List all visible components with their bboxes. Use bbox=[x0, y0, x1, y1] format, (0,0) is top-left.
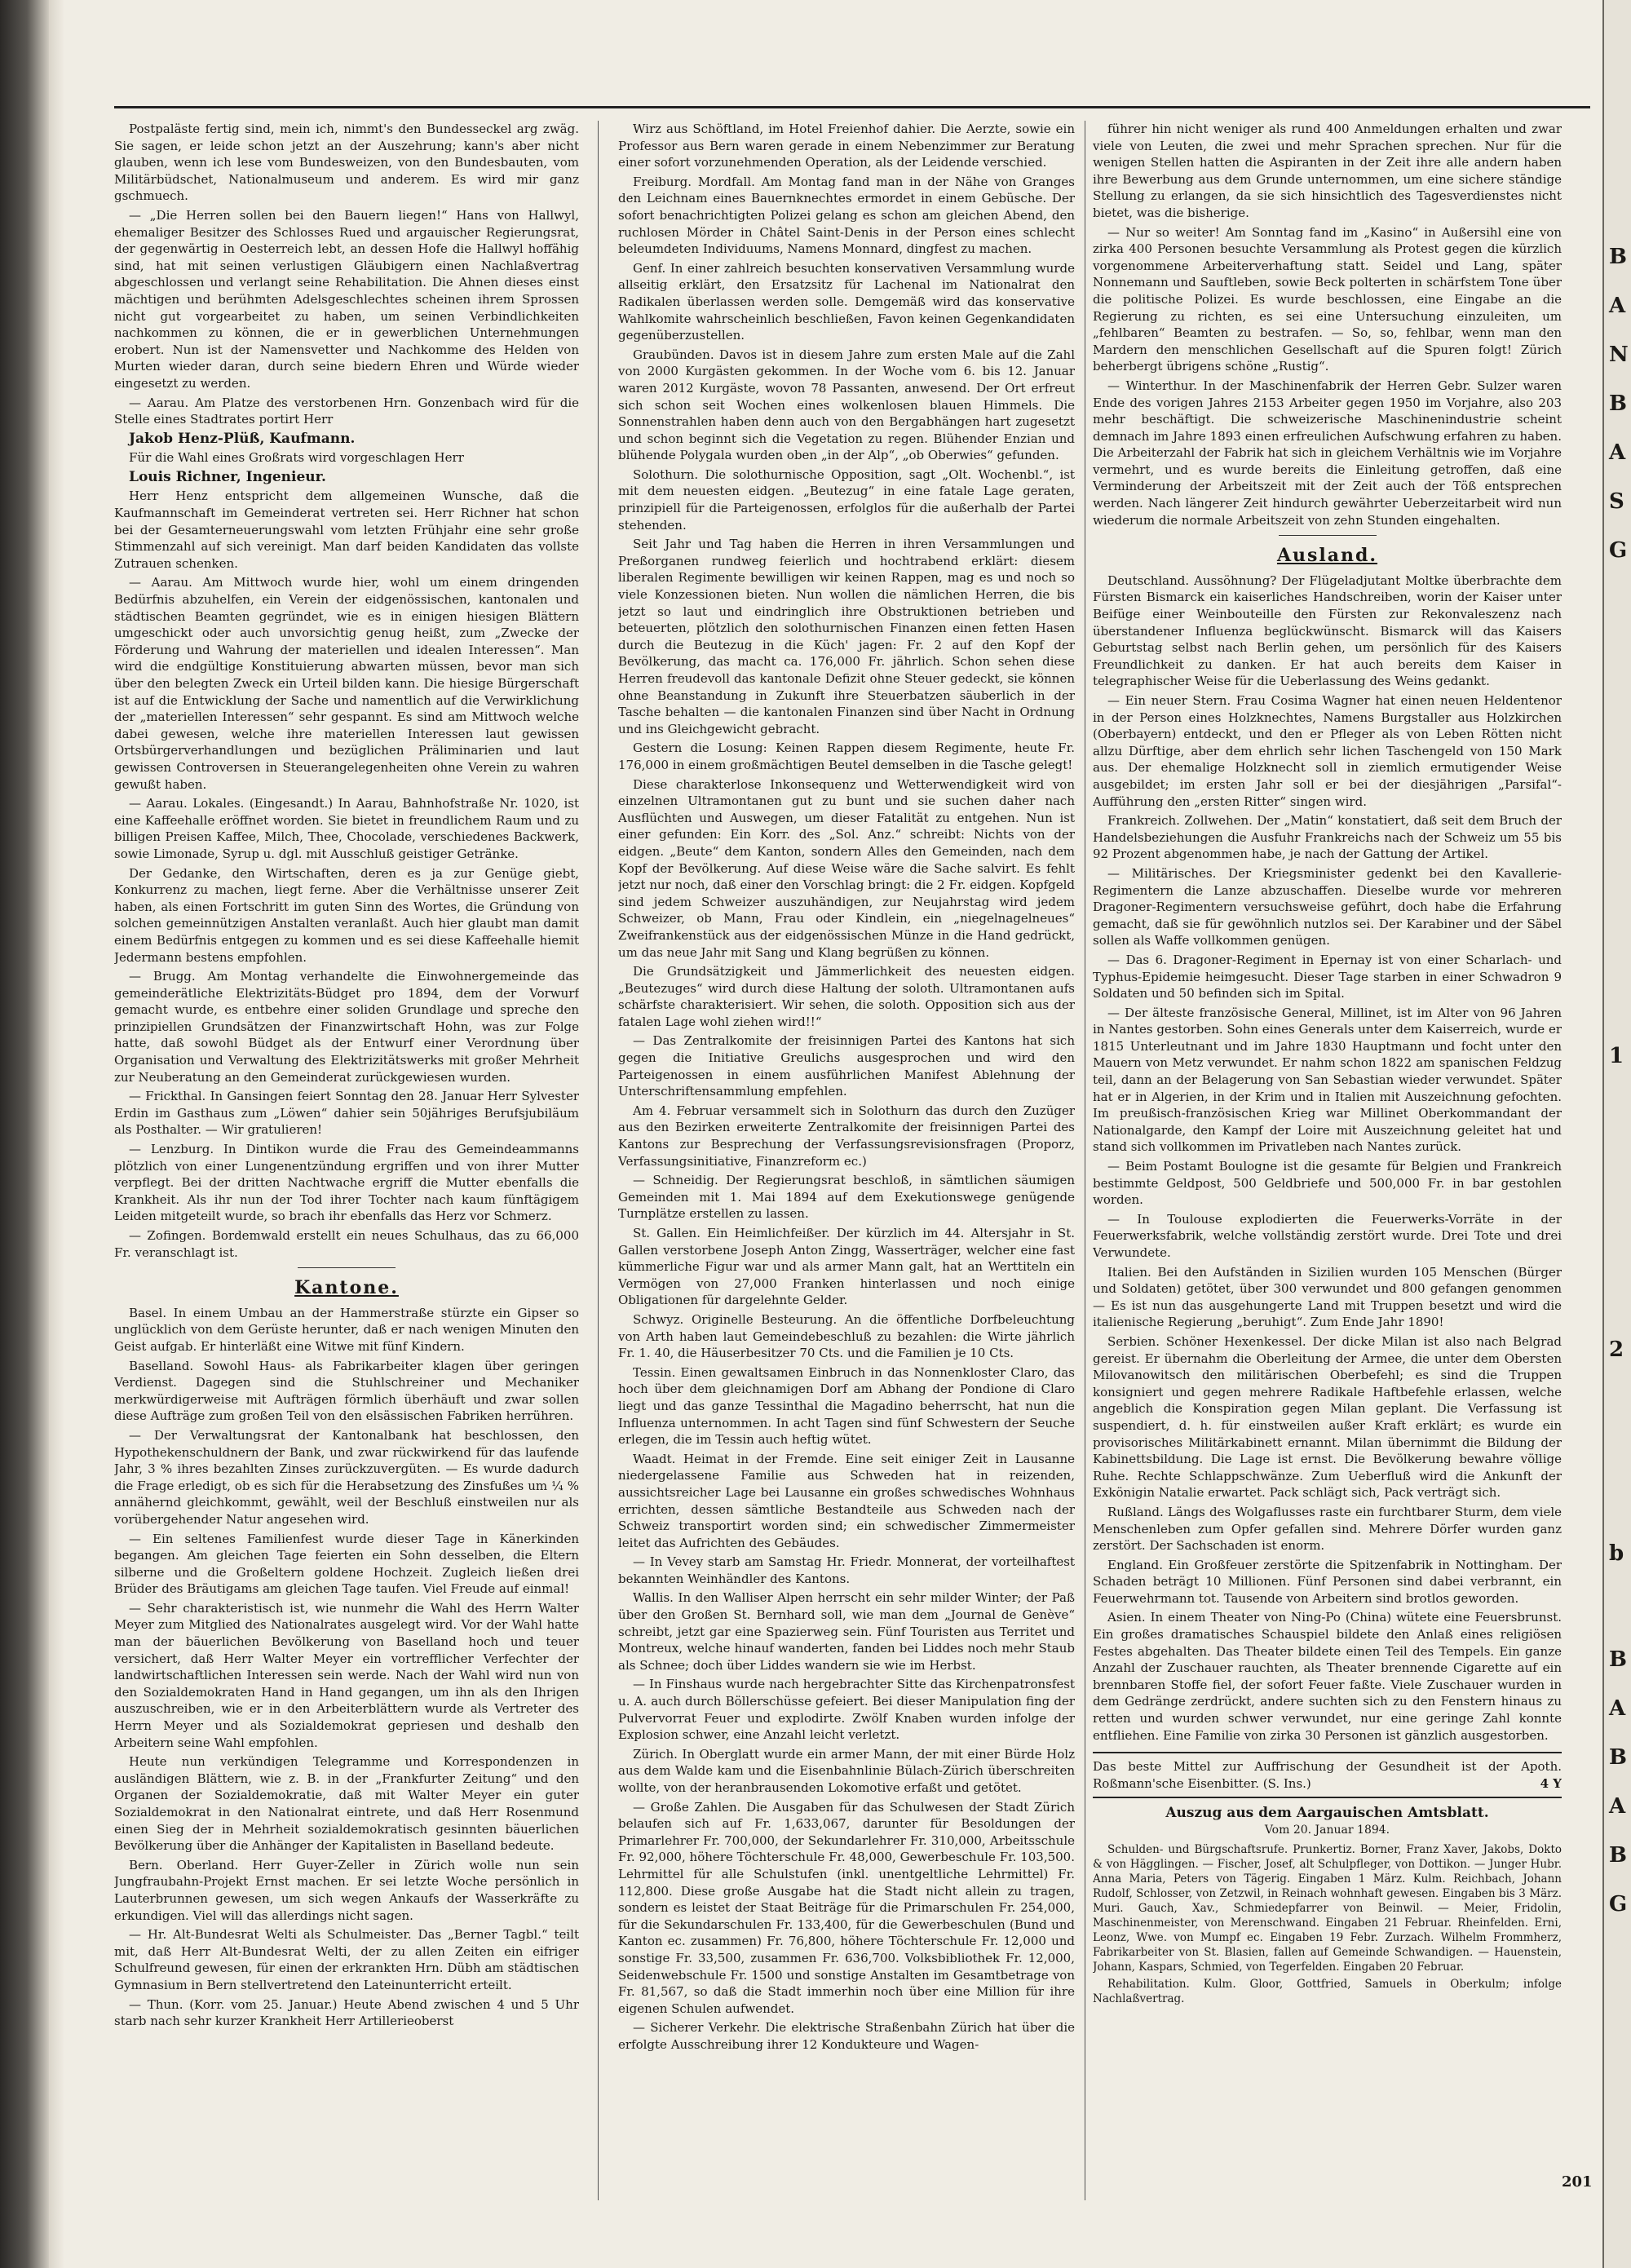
article-text: Am 4. Februar versammelt sich in Solothurn das durch den Zuzüger aus den Bezirken erweiterte Zentralkomite der freisinnigen Partei des Kantons zur Besprechung der Verfassungsrevisionsfragen (Proporz, Verfassungsinitiative, Finanzreform ec.) bbox=[618, 1103, 1075, 1169]
article-text: — „Die Herren sollen bei den Bauern liegen!“ Hans von Hallwyl, ehemaliger Besitzer des Schlosses Rued und argauischer Regierungsrat, der gegenwärtig in Oesterreich lebt, an dessen Hofe die Hallwyl hoffähig sind, hat mit seinen verlustigen Gläubigern einen Nachlaßvertrag abgeschlossen und verlangt seine Rehabilitation. Die Ahnen dieses einst mächtigen und berühmten Adelsgeschlechtes scheinen ihrem Sprossen nicht gut vorgearbeitet zu haben, um seinen Verbindlichkeiten nachkommen zu können, die er in gewerblichen Unternehmungen erobert. Nun ist der Namensvetter und Nachkomme des Helden von Murten wieder daran, durch seine biedern Ehren und Würde wieder eingesetzt zu werden. bbox=[114, 207, 579, 391]
article-text: Wirz aus Schöftland, im Hotel Freienhof dahier. Die Aerzte, sowie ein Professor aus Bern waren gerade in einem Nebenzimmer zur Beratung einer sofort vorzunehmenden Operation, als der Leidende verschied. bbox=[618, 122, 1075, 170]
article-text: — Ein neuer Stern. Frau Cosima Wagner hat einen neuen Heldentenor in der Person eines Holzknechtes, Namens Burgstaller aus Holzkirchen (Oberbayern) entdeckt, und den er Pfleger als von Leben Rötten nicht allzu Dürftige, aber dem ehrlich sehr lichen Taschengeld von 150 Mark aus. Der ehemalige Holzknecht soll in ziemlich ermutigender Weise ausgebildet; im ersten Jahr soll er bei der diesjährigen „Parsifal“-Aufführung den „ersten Ritter“ singen wird. bbox=[1093, 693, 1562, 809]
adjacent-page-fragment: A bbox=[1609, 1696, 1626, 1721]
adjacent-page-fragment: N bbox=[1609, 343, 1629, 367]
article-text: Wallis. In den Walliser Alpen herrscht ein sehr milder Winter; der Paß über den Großen St. Bernhard soll, wie man dem „Journal de Genève“ schreibt, jetzt gar eine Spazierweg sein. Fünf Touristen aus Territet und Montreux, welche hinauf wanderten, fanden bei Liddes noch mehr Staub als Schnee; doch über Liddes wandern sie wie im Herbst. bbox=[618, 1590, 1075, 1673]
adjacent-page-fragment: B bbox=[1609, 391, 1627, 416]
book-spine bbox=[0, 0, 49, 2268]
article-text: Rußland. Längs des Wolgaflusses raste ein furchtbarer Sturm, dem viele Menschenleben zum Opfer gefallen sind. Mehrere Dörfer wurden ganz zerstört. Der Sachschaden ist enorm. bbox=[1093, 1504, 1562, 1554]
adjacent-page-fragment: 2 bbox=[1609, 1337, 1624, 1362]
article-text: Herr Henz entspricht dem allgemeinen Wunsche, daß die Kaufmannschaft im Gemeinderat vertreten sei. Herr Richner hat schon bei der Gesamterneuerungswahl vom letzten Frühjahr eine sehr große Stimmenzahl auf sich vereinigt. Man darf beiden Kandidaten das vollste Zutrauen schenken. bbox=[114, 489, 579, 571]
article-text: Diese charakterlose Inkonsequenz und Wetterwendigkeit wird von einzelnen Ultramontanen gut zu bunt und sie suchen daher nach Ausflüchten und Auswegen, um dieser Fatalität zu entgehen. Nun ist einer gefunden: Ein Korr. des „Sol. Anz.“ schreibt: Nichts von der eidgen. „Beute“ dem Kanton, sondern Alles den Gemeinden, nach dem Kopf der Bevölkerung. Auf diese Weise wäre die Sache salvirt. Es fehlt jetzt nur noch, daß einer den Vorschlag bringt: die 2 Fr. eidgen. Kopfgeld sind jedem Schweizer auszuhändigen, zur Neujahrstag wird jedem Schweizer, ob Mann, Frau oder Kindlein, ein „niegelnagelneues“ Zweifrankenstück aus der eidgenössischen Münze in die Hand gedrückt, um das neue Jahr mit Sang und Klang begrüßen zu können. bbox=[618, 776, 1075, 960]
section-heading-ausland: Ausland. bbox=[1276, 545, 1378, 567]
section-heading-kantone: Kantone. bbox=[294, 1277, 399, 1299]
article-text: Italien. Bei den Aufständen in Sizilien wurden 105 Menschen (Bürger und Soldaten) getötet, über 300 verwundet und 800 gefangen genommen — Es ist nun das ausgehungerte Land mit Truppen besetzt und wird die italienische Regierung „beruhigt“. Zum Ende Jahr 1890! bbox=[1093, 1264, 1562, 1330]
article-text: — Aarau. Lokales. (Eingesandt.) In Aarau, Bahnhofstraße Nr. 1020, ist eine Kaffeehalle eröffnet worden. Sie bietet in freundlichem Raum und zu billigen Preisen Kaffee, Milch, Thee, Chocolade, verschiedenes Backwerk, sowie Limonade, Syrup u. dgl. mit Ausschluß geistiger Getränke. bbox=[114, 796, 579, 861]
article-text: — Der älteste französische General, Millinet, ist im Alter von 96 Jahren in Nantes gestorben. Sohn eines Generals unter dem Kaiserreich, wurde er 1815 Unterleutnant und im Jahre 1830 Hauptmann und focht unter den Mauern von Metz verwundet. Er nahm schon 1822 am spanischen Feldzug teil, dann an der Belagerung von San Sebastian wieder verwundet. Später hat er in Algerien, in der Krim und in Italien mit Auszeichnung gefochten. Im preußisch-französischen Krieg war Millinet Oberkommandant der Nationalgarde, den Kampf der Loire mit Auszeichnung geleitet hat und stand sich vollkommen im Privatleben nach Nantes zurück. bbox=[1093, 1005, 1562, 1155]
column-3 bbox=[1093, 121, 1562, 2208]
article-text: Basel. In einem Umbau an der Hammerstraße stürzte ein Gipser so unglücklich von dem Gerüste herunter, daß er nach wenigen Minuten den Geist aufgab. Er hinterläßt eine Witwe mit fünf Kindern. bbox=[114, 1305, 579, 1354]
article-text: — Große Zahlen. Die Ausgaben für das Schulwesen der Stadt Zürich belaufen sich auf Fr. 1,633,067, darunter für Besoldungen der Primarlehrer Fr. 700,000, der Sekundarlehrer Fr. 310,000, Arbeitsschule Fr. 92,000, höhere Töchterschule Fr. 48,000, Gewerbeschule Fr. 103,500. Lehrmittel für alle Schulstufen (inkl. unentgeltliche Lehrmittel) Fr. 112,800. Diese große Ausgabe hat die Stadt nicht allein zu tragen, sondern es leistet der Staat Beiträge für die Primarschulen Fr. 254,000, für die Sekundarschulen Fr. 133,400, für die Gewerbeschulen (Bund und Kanton ec. zusammen) Fr. 76,800, höhere Töchterschule Fr. 12,000 und sonstige Fr. 33,500, zusammen Fr. 636,700. Volksbibliothek Fr. 12,000, Seidenwebschule Fr. 1500 und sonstige Anstalten im Gesamtbetrage von Fr. 81,567, so daß die Stadt immerhin noch über eine Million für ihre eigenen Schulen aufwendet. bbox=[618, 1799, 1075, 2016]
article-text: England. Ein Großfeuer zerstörte die Spitzenfabrik in Nottingham. Der Schaden beträgt 10 Millionen. Fünf Personen sind dabei verbrannt, ein Feuerwehrmann tot. Tausende von Arbeitern sind brotlos geworden. bbox=[1093, 1557, 1562, 1606]
section-divider bbox=[1279, 535, 1377, 536]
article-text: — Der Verwaltungsrat der Kantonalbank hat beschlossen, den Hypothekenschuldnern der Bank, und zwar rückwirkend für das laufende Jahr, 3 % ihres bezahlten Zinses zurückzuvergüten. — Es wurde dadurch die Frage erledigt, ob es sich für die Herabsetzung des Zinsfußes um ¼ % annähernd gleichkommt, gewählt, weil der Beschluß einstweilen nur als vorübergehender Natur angesehen wird. bbox=[114, 1427, 579, 1527]
article-text: — In Finshaus wurde nach hergebrachter Sitte das Kirchenpatronsfest u. A. auch durch Böllerschüsse gefeiert. Bei dieser Manipulation fing der Pulvervorrat Feuer und explodirte. Zwölf Knaben wurden infolge der Explosion schwer, eine Anzahl leicht verletzt. bbox=[618, 1677, 1075, 1743]
article-text: Die Grundsätzigkeit und Jämmerlichkeit des neuesten eidgen. „Beutezuges“ wird durch diese Haltung der soloth. Ultramontanen aufs schärfste charakterisiert. Wir sehen, die soloth. Opposition sich aus der fatalen Lage wohl ziehen wird!!“ bbox=[618, 964, 1075, 1029]
page-number: 201 bbox=[1562, 2173, 1593, 2191]
amtsblatt-date: Vom 20. Januar 1894. bbox=[1264, 1824, 1390, 1837]
ad-code: 4 Y bbox=[1540, 1775, 1562, 1791]
article-text: — Lenzburg. In Dintikon wurde die Frau des Gemeindeammanns plötzlich von einer Lungenentzündung ergriffen und von ihrer Mutter verpflegt. Bei der dritten Nachtwache ergriff die Mutter ebenfalls die Krankheit. Als ihr nun der Tod ihrer Tochter nach kaum fünftägigem Leiden mitgeteilt wurde, so brach ihr ebenfalls das Herz vor Schmerz. bbox=[114, 1142, 579, 1224]
article-text: Zürich. In Oberglatt wurde ein armer Mann, der mit einer Bürde Holz aus dem Walde kam und die Eisenbahnlinie Bülach-Zürich überschreiten wollte, von der heranbrausenden Lokomotive erfaßt und getötet. bbox=[618, 1746, 1075, 1795]
article-text: Freiburg. Mordfall. Am Montag fand man in der Nähe von Granges den Leichnam eines Bauernknechtes ermordet in einem Gebüsche. Der sofort benachrichtigten Polizei gelang es schon am gleichen Abend, den ruchlosen Mörder in Châtel Saint-Denis in der Person eines schlecht beleumdeten Individuums, Namens Monnard, dingfest zu machen. bbox=[618, 174, 1075, 257]
article-text: — Aarau. Am Platze des verstorbenen Hrn. Gonzenbach wird für die Stelle eines Stadtrates portirt Herr bbox=[114, 395, 579, 427]
article-text: — Das 6. Dragoner-Regiment in Epernay ist von einer Scharlach- und Typhus-Epidemie heimgesucht. Dieser Tage starben in einer Schwadron 9 Soldaten und 50 befinden sich im Spital. bbox=[1093, 952, 1562, 1001]
adjacent-page-fragment: S bbox=[1609, 489, 1624, 514]
article-text: — Schneidig. Der Regierungsrat beschloß, in sämtlichen säumigen Gemeinden mit 1. Mai 1894 auf dem Exekutionswege genügende Turnplätze erstellen zu lassen. bbox=[618, 1173, 1075, 1222]
candidate-name: Jakob Henz-Plüß, Kaufmann. bbox=[129, 430, 356, 447]
article-text: Bern. Oberland. Herr Guyer-Zeller in Zürich wolle nun sein Jungfraubahn-Projekt Ernst machen. Er sei letzte Woche persönlich in Lauterbrunnen gewesen, um sich wegen Ankaufs der Wasserkräfte zu erkundigen. Viel will das allerdings nicht sagen. bbox=[114, 1857, 579, 1923]
article-text: — Frickthal. In Gansingen feiert Sonntag den 28. Januar Herr Sylvester Erdin im Gasthaus zum „Löwen“ dahier sein 50jähriges Berufsjubiläum als Posthalter. — Wir gratulieren! bbox=[114, 1089, 579, 1138]
article-text: Deutschland. Aussöhnung? Der Flügeladjutant Moltke überbrachte dem Fürsten Bismarck ein kaiserliches Handschreiben, worin der Kaiser unter Beifüge einer Weinbouteille den Fürsten zur Rekonvaleszenz nach überstandener Influenza beglückwünscht. Bismarck will das Kaisers Geburtstag selbst nach Berlin gehen, um persönlich für des Kaisers Freundlichkeit zu danken. Er hat auch bereits dem Kaiser in telegraphischer Weise für die Ueberlassung des Weins gedankt. bbox=[1093, 573, 1562, 689]
article-text: — Zofingen. Bordemwald erstellt ein neues Schulhaus, das zu 66,000 Fr. veranschlagt ist. bbox=[114, 1228, 579, 1260]
article-text: — Brugg. Am Montag verhandelte die Einwohnergemeinde das gemeinderätliche Elektrizitäts-Büdget pro 1894, dem der Vorwurf gemacht wurde, es entbehre einer soliden Grundlage und spreche den prinzipiellen Grundsätzen der Finanzwirtschaft Hohn, was zur Folge hatte, daß sowohl Büdget als der Entwurf einer Verordnung über Organisation und Verwaltung des Elektrizitätswerks mit großer Mehrheit zur Neuberatung an den Gemeinderat zurückgewiesen wurden. bbox=[114, 969, 579, 1085]
adjacent-page-fragment: 1 bbox=[1609, 1044, 1624, 1068]
article-text: Der Gedanke, den Wirtschaften, deren es ja zur Genüge giebt, Konkurrenz zu machen, liegt ferne. Aber die Verhältnisse unserer Zeit haben, als einen Fortschritt im guten Sinn des Wortes, die Gründung von solchen gemeinnützigen Anstalten veranlaßt. Auch hier glaubt man damit einem Bedürfnis entgegen zu kommen und es sei diese Kaffeehalle hiemit Jedermann bestens empfohlen. bbox=[114, 865, 579, 965]
column-2 bbox=[618, 121, 1075, 2208]
article-text: — Ein seltenes Familienfest wurde dieser Tage in Känerkinden begangen. Am gleichen Tage feierten ein Sohn desselben, die Eltern silberne und die Großeltern goldene Hochzeit. Zugleich ließen drei Brüder des Bräutigams am gleichen Tage taufen. Viel Freude auf einmal! bbox=[114, 1531, 579, 1597]
section-divider bbox=[298, 1267, 396, 1268]
article-text: — In Vevey starb am Samstag Hr. Friedr. Monnerat, der vorteilhaftest bekannten Weinhändler des Kantons. bbox=[618, 1554, 1075, 1586]
adjacent-page-fragment: A bbox=[1609, 1794, 1626, 1819]
article-text: Genf. In einer zahlreich besuchten konservativen Versammlung wurde allseitig erklärt, den Ersatzsitz für Lachenal im Nationalrat den Radikalen überlassen werden solle. Demgemäß wird das konservative Wahlkomite wahrscheinlich beschließen, Favon keinen Gegenkandidaten gegenüberzustellen. bbox=[618, 260, 1075, 343]
page-gutter bbox=[49, 0, 64, 2268]
article-text: — Hr. Alt-Bundesrat Welti als Schulmeister. Das „Berner Tagbl.“ teilt mit, daß Herr Alt-Bundesrat Welti, der zu allen Zeiten ein eifriger Schulfreund gewesen, für einen der erkrankten Hrn. Dübh am städtischen Gymnasium in Bern stellvertretend den Lateinunterricht erteilt. bbox=[114, 1927, 579, 1992]
advertisement bbox=[1093, 1752, 1562, 1798]
article-text: Für die Wahl eines Großrats wird vorgeschlagen Herr bbox=[129, 450, 464, 466]
article-text: Schwyz. Originelle Besteurung. An die öffentliche Dorfbeleuchtung von Arth haben laut Gemeindebeschluß zu bezahlen: die Wirte jährlich Fr. 1. 40, die Häuserbesitzer 70 Cts. und die Familien je 10 Cts. bbox=[618, 1311, 1075, 1361]
candidate-name: Louis Richner, Ingenieur. bbox=[129, 468, 326, 485]
article-text: — Sehr charakteristisch ist, wie nunmehr die Wahl des Herrn Walter Meyer zum Mitglied des Nationalrates ausgelegt wird. Vor der Wahl hatte man der bäuerlichen Bevölkerung von Baselland hoch und teuer versichert, daß Herr Walter Meyer ein vortrefflicher Verfechter der landwirtschaftlichen Interessen sein werde. Nach der Wahl wird nun von den Sozialdemokraten Hand in Hand gegangen, um ihn als den Ihrigen auszuschreiben, wie er in den Arbeiterblättern wurde als Vertreter des Herrn Meyer und als Sozialdemokrat gepriesen und deshalb den Arbeitern seine Wahl empfohlen. bbox=[114, 1600, 579, 1750]
article-text: — Militärisches. Der Kriegsminister gedenkt bei den Kavallerie-Regimentern die Lanze abzuschaffen. Dieselbe wurde vor mehreren Dragoner-Regimentern versuchsweise geführt, doch habe die Erfahrung gemacht, daß sie für gewöhnlich nutzlos sei. Der Karabiner und der Säbel sollen als Waffe vollkommen genügen. bbox=[1093, 865, 1562, 948]
article-text: Graubünden. Davos ist in diesem Jahre zum ersten Male auf die Zahl von 2000 Kurgästen gekommen. In der Woche vom 6. bis 12. Januar waren 2012 Kurgäste, wovon 78 Passanten, anwesend. Der Ort erfreut sich schon seit Wochen eines wolkenlosen blauen Himmels. Die Sonnenstrahlen haben denn auch von den Bergabhängen hart zugesetzt und schon beginnt sich die Vegetation zu regen. Blühender Enzian und blühende Polygala wurden oben „in der Alp“, „ob Oberwies“ gefunden. bbox=[618, 347, 1075, 463]
article-text: Postpaläste fertig sind, mein ich, nimmt's den Bundesseckel arg zwäg. Sie sagen, er leide schon jetzt an der Auszehrung; kann's aber nicht glauben, wenn ich lese vom Bundesweizen, von den Bundesbauten, vom Militärbüdschet, Nationalmuseum und anderem. Es wird mir ganz gschmuech. bbox=[114, 122, 579, 204]
article-text: — Thun. (Korr. vom 25. Januar.) Heute Abend zwischen 4 und 5 Uhr starb nach sehr kurzer Krankheit Herr Artillerieoberst bbox=[114, 1996, 579, 2029]
header-rule bbox=[114, 106, 1590, 108]
amtsblatt-title: Auszug aus dem Aargauischen Amtsblatt. bbox=[1165, 1805, 1489, 1822]
article-text: Asien. In einem Theater von Ning-Po (China) wütete eine Feuersbrunst. Ein großes dramatisches Schauspiel bildete den Anlaß eines religiösen Festes abgehalten. Das Theater bildete einen Teil des Tempels. Ein ganze Anzahl der Zuschauer rauchten, als Theater brennende Cigarette auf ein brennbaren Stoffe fiel, der sofort Feuer faßte. Viele Zuschauer wurden in dem Gedränge zerdrückt, andere suchten sich zu den Fenstern hinaus zu retten und wurden schwer verwundet, nur eine geringe Zahl konnte entfliehen. Eine Familie von zirka 30 Personen ist gänzlich ausgestorben. bbox=[1093, 1610, 1562, 1743]
adjacent-page-fragment: B bbox=[1609, 245, 1627, 269]
amtsblatt-text: Rehabilitation. Kulm. Gloor, Gottfried, Samuels in Oberkulm; infolge Nachlaßvertrag. bbox=[1093, 1977, 1562, 2005]
adjacent-page-fragment: B bbox=[1609, 1745, 1627, 1770]
column-1 bbox=[114, 121, 579, 2208]
article-text: — Aarau. Am Mittwoch wurde hier, wohl um einem dringenden Bedürfnis abzuhelfen, ein Verein der eidgenössischen, kantonalen und städtischen Beamten gegründet, wie es in einigen hiesigen Blättern umgeschickt oder auch unvorsichtig genug heißt, zum „Zwecke der Förderung und Wahrung der materiellen und idealen Interessen“. Man wird die endgültige Konstituierung abwarten müssen, bevor man sich über den belegten Zweck ein Urteil bilden kann. Die hiesige Bürgerschaft ist auf die Entwicklung der Sache und namentlich auf die Verwirklichung der „materiellen Interessen“ sehr gespannt. Es sind am Mittwoch welche dabei gewesen, welche ihre materiellen Interessen laut gewissen Ortsbürgerverhandlungen und bezüglichen Präliminarien und laut gewissen Controversen in Steuerangelegenheiten ohne Verein zu wahren gewußt haben. bbox=[114, 575, 579, 792]
article-text: führer hin nicht weniger als rund 400 Anmeldungen erhalten und zwar viele von Leuten, die zwei und mehr Sprachen sprechen. Nur für die wenigen Stellen hatten die Aspiranten in der Zeit ihre alle andern haben ihre Bewerbung aus dem Grunde unternommen, um eine sichere ständige Stellung zu erlangen, da sie sich hinsichtlich des Tagesverdienstes nicht bietet, was die bisherige. bbox=[1093, 122, 1562, 220]
article-text: — In Toulouse explodierten die Feuerwerks-Vorräte in der Feuerwerksfabrik, welche vollständig zerstört wurde. Drei Tote und drei Verwundete. bbox=[1093, 1211, 1562, 1260]
article-text: Baselland. Sowohl Haus- als Fabrikarbeiter klagen über geringen Verdienst. Dagegen sind die Stuhlschreiner und Mechaniker merkwürdigerweise mit Aufträgen förmlich überhäuft und zwar sollen diese Aufträge zum großen Teil von den elsässischen Fabriken herrühren. bbox=[114, 1358, 579, 1424]
article-text: Heute nun verkündigen Telegramme und Korrespondenzen in ausländigen Blättern, wie z. B. in der „Frankfurter Zeitung“ und den Organen der Sozialdemokratie, daß mit Walter Meyer ein guter Sozialdemokrat in den Nationalrat eintrete, und daß Herr Rosenmund einen Sieg der in Mehrheit sozialdemokratisch gesinnten bäuerlichen Bevölkerung über die Anhänger der Kapitalisten in Baselland bedeute. bbox=[114, 1754, 579, 1854]
article-text: — Das Zentralkomite der freisinnigen Partei des Kantons hat sich gegen die Initiative Greulichs ausgesprochen und wird den Parteigenossen in einem ausführlichen Manifest Ablehnung der Unterschriftensammlung empfehlen. bbox=[618, 1033, 1075, 1099]
article-text: — Winterthur. In der Maschinenfabrik der Herren Gebr. Sulzer waren Ende des vorigen Jahres 2153 Arbeiter gegen 1950 im Vorjahre, also 203 mehr beschäftigt. Die schweizerische Maschinenindustrie scheint demnach im Jahre 1893 einen erfreulichen Aufschwung erfahren zu haben. Die Arbeiterzahl der Fabrik hat sich in gleichem Verhältnis wie im Vorjahre vermehrt, und es wurde bereits die Einleitung getroffen, daß eine Verminderung der Arbeitszeit mit der Zeit auch der Töß entsprechen werden. Nach längerer Zeit hindurch gewährter Ueberzeitarbeit wird nun wiederum die normale Arbeitszeit von zehn Stunden eingehalten. bbox=[1093, 378, 1562, 528]
ad-text: Das beste Mittel zur Auffrischung der Gesundheit ist der Apoth. Roßmann'sche Eisenbitter. (S. Ins.) bbox=[1093, 1759, 1562, 1791]
article-text: — Beim Postamt Boulogne ist die gesamte für Belgien und Frankreich bestimmte Geldpost, 500 Geldbriefe und 500,000 Fr. in bar gestohlen worden. bbox=[1093, 1159, 1562, 1208]
adjacent-page-fragment: B bbox=[1609, 1843, 1627, 1868]
adjacent-page-fragment: A bbox=[1609, 294, 1626, 318]
article-text: St. Gallen. Ein Heimlichfeißer. Der kürzlich im 44. Altersjahr in St. Gallen verstorbene Joseph Anton Zingg, Wasserträger, welcher eine fast kümmerliche Figur war und als armer Mann galt, hat an Werttiteln ein Vermögen von 27,000 Franken hinterlassen und noch einige Obligationen für dargelehnte Gelder. bbox=[618, 1226, 1075, 1308]
article-text: Frankreich. Zollwehen. Der „Matin“ konstatiert, daß seit dem Bruch der Handelsbeziehungen die Ausfuhr Frankreichs nach der Schweiz um 55 bis 92 Prozent abgenommen habe, je nach der Gattung der Artikel. bbox=[1093, 813, 1562, 862]
article-text: — Sicherer Verkehr. Die elektrische Straßenbahn Zürich hat über die erfolgte Ausschreibung ihrer 12 Kondukteure und Wagen- bbox=[618, 2020, 1075, 2052]
article-text: Serbien. Schöner Hexenkessel. Der dicke Milan ist also nach Belgrad gereist. Er übernahm die Oberleitung der Armee, die unter dem Obersten Milovanowitsch den militärischen Oberbefehl; es sind die Truppen konsigniert und gegen mehrere Radikale Haftbefehle erlassen, welche angeblich die Konspiration gegen Milan geplant. Die Verfassung ist suspendiert, d. h. für einstweilen außer Kraft erklärt; es wurde ein provisorisches Militärkabinett ernannt. Milan übernimmt die Bildung der Kabinettsbildung. Die Lage ist ernst. Die Bevölkerung bewahre völlige Ruhe. Rechte Schlappschwänze. Zum Ueberfluß wird die Ankunft der Exkönigin Natalie erwartet. Pack schlägt sich, Pack verträgt sich. bbox=[1093, 1333, 1562, 1501]
article-text: Waadt. Heimat in der Fremde. Eine seit einiger Zeit in Lausanne niedergelassene Familie aus Schweden hat in reizenden, aussichtsreicher Lage bei Lausanne ein großes schwedisches Wohnhaus errichten, dessen sämtliche Bestandteile aus Schweden nach der Schweiz transportirt worden sind; ein schwedischer Zimmermeister leitet das Aufrichten des Gebäudes. bbox=[618, 1451, 1075, 1550]
article-text: Tessin. Einen gewaltsamen Einbruch in das Nonnenkloster Claro, das hoch über dem gleichnamigen Dorf am Abhang der Pondione di Claro liegt und das ganze Tessinthal die Magadino beherrscht, hat nun die Influenza unternommen. In acht Tagen sind fünf Schwestern der Seuche erlegen, die im Tessin auch heftig wütet. bbox=[618, 1364, 1075, 1448]
adjacent-page-fragment: G bbox=[1609, 538, 1628, 563]
column-divider bbox=[598, 121, 599, 2200]
amtsblatt-text: Schulden- und Bürgschaftsrufe. Prunkertiz. Borner, Franz Xaver, Jakobs, Dokto & von Hägglingen. — Fischer, Josef, alt Schulpfleger, von Dottikon. — Junger Hubr. Anna Maria, Peters von Tägerig. Eingaben 1 März. Kulm. Reichbach, Johann Rudolf, Schlosser, von Zetzwil, in Reinach wohnhaft gewesen. Eingaben bis 3 März. Muri. Gauch, Xav., Schmiedepfarrer von Beinwil. — Meier, Fridolin, Maschinenmeister, von Merenschwand. Eingaben 21 Februar. Rheinfelden. Erni, Leonz, Wwe. von Mumpf ec. Eingaben 19 Febr. Zurzach. Wilhelm Frommherz, Fabrikarbeiter von St. Blasien, fallen auf Gemeinde Schwandigen. — Hauenstein, Johann, Kaspars, Schmied, von Tegerfelden. Eingaben 20 Februar. bbox=[1093, 1842, 1562, 1974]
adjacent-page-fragment: B bbox=[1609, 1647, 1627, 1672]
adjacent-page-edge bbox=[1602, 0, 1631, 2268]
adjacent-page-fragment: A bbox=[1609, 440, 1626, 465]
adjacent-page-fragment: b bbox=[1609, 1541, 1624, 1566]
adjacent-page-fragment: G bbox=[1609, 1892, 1628, 1917]
article-text: — Nur so weiter! Am Sonntag fand im „Kasino“ in Außersihl eine von zirka 400 Personen besuchte Versammlung als Protest gegen die kürzlich vorgenommene Arbeiterverhaftung statt. Seidel und Lang, später Nonnemann und Sauftleben, sowie Beck polterten in schärfstem Tone über die politische Polizei. Es wurde beschlossen, eine Eingabe an die Regierung zu richten, es sei eine Untersuchung einzuleiten, um „fehlbaren“ Beamten zu bestrafen. — So, so, fehlbar, wenn man den Mardern den menschlichen Gesellschaft auf die Spuren folgt! Zürich beherbergt übrigens schöne „Rustig“. bbox=[1093, 224, 1562, 374]
article-text: Solothurn. Die solothurnische Opposition, sagt „Olt. Wochenbl.“, ist mit dem neuesten eidgen. „Beutezug“ in eine fatale Lage geraten, prinzipiell für die Parteigenossen, erfolglos für die außerhalb der Partei stehenden. bbox=[618, 466, 1075, 533]
article-text: Seit Jahr und Tag haben die Herren in ihren Versammlungen und Preßorganen rundweg feierlich und hochtrabend erklärt: diesem liberalen Regimente bewilligen wir keinen Rappen, mag es und noch so viele Konzessionen bieten. Nun wollen die nämlichen Herren, die bis jetzt so laut und eindringlich ihre Obstruktionen betrieben und beteuerten, plötzlich den solothurnischen Finanzen einen fetten Hasen durch die Beutezug in die Küch' jagen: Fr. 2 auf den Kopf der Bevölkerung, das macht ca. 176,000 Fr. jährlich. Schon sehen diese Herren freudevoll das kantonale Defizit ohne Steuer gedeckt, sie können ohne Beanstandung in Zukunft ihre Steuerbatzen säuberlich in der Tasche behalten — die kantonalen Finanzen sind über Nacht in Ordnung und ins Gleichgewicht gebracht. bbox=[618, 537, 1075, 736]
article-text: Gestern die Losung: Keinen Rappen diesem Regimente, heute Fr. 176,000 in einem großmächtigen Beutel demselben in die Tasche gelegt! bbox=[618, 741, 1075, 772]
